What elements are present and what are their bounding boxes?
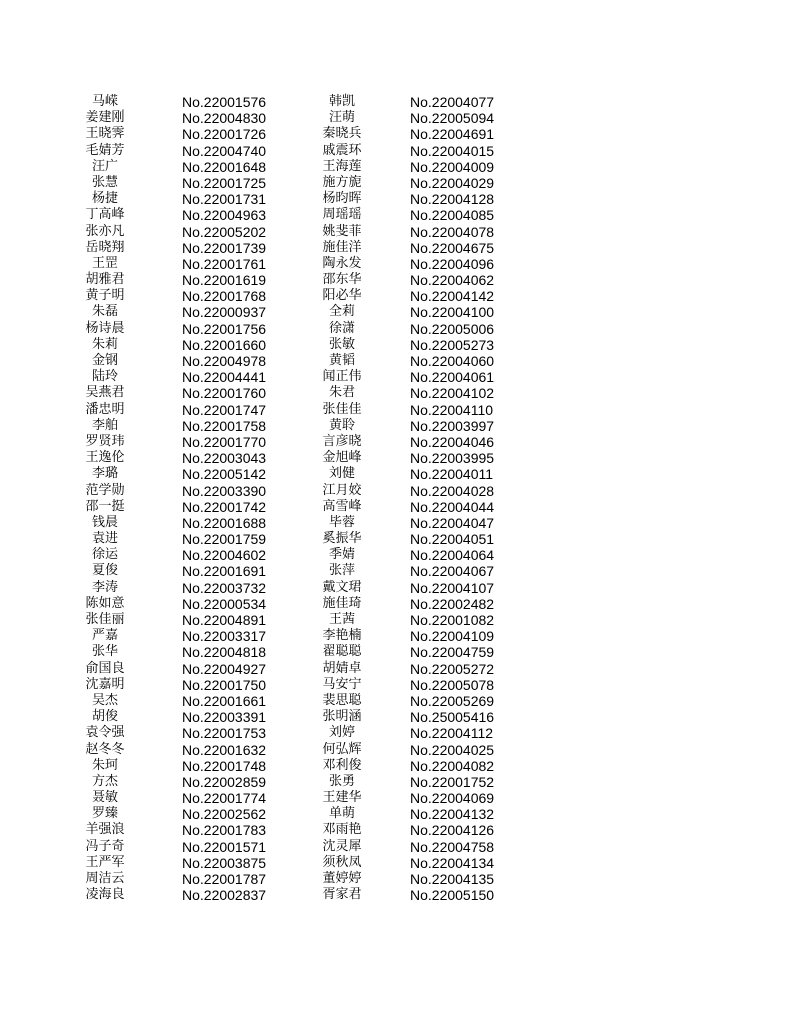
left-name: 罗贤玮	[85, 433, 125, 449]
right-name: 施佳洋	[322, 239, 362, 255]
left-name: 袁进	[91, 531, 118, 547]
left-name: 王严军	[85, 854, 125, 870]
roster-row	[0, 547, 800, 563]
left-name: 严嘉	[91, 628, 118, 644]
right-name: 张萍	[328, 563, 355, 579]
left-name: 马嵘	[91, 94, 118, 109]
left-name: 吴杰	[91, 692, 118, 708]
left-name: 方杰	[91, 773, 118, 789]
roster-row	[0, 191, 800, 207]
roster-row	[0, 418, 800, 434]
left-id: No.22005202	[182, 223, 267, 240]
left-id: No.22001571	[182, 838, 267, 855]
right-name: 江月姣	[322, 482, 362, 498]
right-name: 张勇	[328, 773, 355, 789]
roster-row	[0, 321, 800, 337]
left-id: No.22001576	[182, 94, 267, 110]
left-id: No.22001748	[182, 757, 267, 774]
right-name: 刘婷	[328, 725, 355, 741]
right-id: No.22004109	[410, 628, 495, 645]
roster-row	[0, 288, 800, 304]
left-id: No.22004441	[182, 369, 267, 386]
right-id: No.22004691	[410, 126, 495, 143]
roster-row	[0, 628, 800, 644]
roster-row	[0, 240, 800, 256]
right-id: No.22004110	[410, 401, 494, 418]
right-id: No.22004675	[410, 239, 495, 256]
right-id: No.22005272	[410, 660, 495, 677]
left-id: No.22004891	[182, 612, 267, 628]
right-id: No.22004096	[410, 255, 495, 272]
left-name: 汪广	[91, 158, 118, 174]
roster-row	[0, 369, 800, 385]
left-name: 王晓霁	[85, 126, 125, 142]
roster-row	[0, 644, 800, 660]
left-name: 金钢	[91, 353, 118, 368]
right-id: No.22004044	[410, 498, 495, 515]
right-id: No.22004102	[410, 385, 495, 402]
roster-row	[0, 709, 800, 725]
right-name: 韩凯	[328, 94, 355, 109]
left-id: No.22001783	[182, 822, 267, 839]
left-name: 胡俊	[91, 709, 118, 725]
left-name: 凌海良	[85, 887, 125, 903]
left-id: No.22001759	[182, 531, 267, 548]
left-id: No.22003043	[182, 450, 267, 467]
roster-row	[0, 256, 800, 272]
right-id: No.22003995	[410, 450, 495, 467]
left-id: No.22003875	[182, 854, 267, 871]
left-name: 罗臻	[91, 806, 118, 822]
right-name: 何弘辉	[322, 741, 362, 757]
right-id: No.22004015	[410, 142, 495, 159]
left-name: 赵冬冬	[85, 741, 125, 757]
left-name: 邵一挺	[85, 498, 125, 514]
left-name: 黄子明	[85, 288, 125, 304]
right-name: 汪萌	[328, 110, 355, 126]
right-id: No.22004132	[410, 806, 495, 823]
right-name: 黄聆	[328, 417, 355, 433]
left-id: No.22000937	[182, 304, 267, 321]
left-id: No.22002859	[182, 773, 267, 790]
left-id: No.22002837	[182, 887, 267, 904]
right-id: No.22004758	[410, 838, 495, 855]
left-name: 毛婧芳	[85, 142, 125, 158]
right-name: 姚斐菲	[322, 223, 362, 239]
right-name: 戚震环	[322, 142, 362, 158]
right-name: 金旭峰	[322, 450, 362, 466]
roster-list	[0, 94, 800, 903]
roster-row	[0, 563, 800, 579]
right-name: 翟聪聪	[322, 644, 362, 660]
right-id: No.22004126	[410, 822, 495, 839]
left-name: 丁高峰	[85, 207, 125, 223]
roster-row	[0, 337, 800, 353]
roster-row	[0, 790, 800, 806]
right-name: 毕蓉	[328, 514, 355, 530]
right-name: 阳必华	[322, 288, 362, 304]
roster-row	[0, 742, 800, 758]
left-name: 张佳丽	[85, 612, 125, 627]
right-name: 黄韬	[328, 353, 355, 368]
left-id: No.22004927	[182, 660, 267, 677]
left-name: 聂敏	[91, 790, 118, 806]
left-name: 俞国良	[85, 660, 125, 676]
left-name: 沈嘉明	[85, 676, 125, 692]
roster-row	[0, 596, 800, 612]
roster-row	[0, 224, 800, 240]
right-id: No.22004011	[410, 466, 494, 483]
right-id: No.22004077	[410, 94, 495, 110]
left-id: No.22004963	[182, 207, 267, 224]
left-id: No.22004602	[182, 547, 267, 564]
roster-row	[0, 887, 800, 903]
right-name: 杨昀晖	[322, 191, 362, 207]
right-id: No.22004062	[410, 272, 495, 289]
left-name: 徐运	[91, 547, 118, 563]
right-id: No.22005006	[410, 320, 495, 337]
roster-row	[0, 677, 800, 693]
left-id: No.22003390	[182, 482, 267, 499]
roster-row	[0, 402, 800, 418]
roster-row	[0, 855, 800, 871]
left-id: No.22000534	[182, 595, 267, 612]
right-name: 王建华	[322, 790, 362, 806]
right-id: No.22004028	[410, 482, 495, 499]
left-id: No.22001726	[182, 126, 267, 143]
left-name: 周洁云	[85, 871, 125, 886]
roster-row	[0, 126, 800, 142]
right-id: No.22004067	[410, 563, 495, 580]
right-id: No.22004085	[410, 207, 495, 224]
roster-row	[0, 304, 800, 320]
left-id: No.22001619	[182, 272, 267, 289]
right-name: 单萌	[328, 806, 355, 822]
roster-row	[0, 159, 800, 175]
right-id: No.25005416	[410, 709, 495, 726]
right-name: 王海莲	[322, 158, 362, 174]
right-id: No.22004082	[410, 757, 495, 774]
left-name: 杨诗晨	[85, 320, 125, 336]
left-name: 冯子奇	[85, 838, 125, 854]
left-name: 夏俊	[91, 563, 118, 579]
right-name: 邓雨艳	[322, 822, 362, 838]
left-name: 羊强浪	[85, 822, 125, 838]
left-id: No.22001739	[182, 239, 267, 256]
roster-row	[0, 758, 800, 774]
right-name: 刘健	[328, 466, 355, 482]
roster-row	[0, 661, 800, 677]
left-id: No.22005142	[182, 466, 267, 483]
right-name: 胥家君	[322, 887, 362, 903]
left-id: No.22004830	[182, 110, 267, 127]
left-name: 袁令强	[85, 725, 125, 741]
right-id: No.22004051	[410, 531, 495, 548]
right-id: No.22004061	[410, 369, 495, 386]
right-name: 施方旎	[322, 174, 362, 190]
left-id: No.22001742	[182, 498, 267, 515]
left-name: 范学勋	[85, 482, 125, 498]
roster-row	[0, 143, 800, 159]
left-name: 张亦凡	[85, 223, 125, 239]
roster-row	[0, 806, 800, 822]
right-id: No.22005150	[410, 887, 495, 904]
left-name: 姜建刚	[85, 110, 125, 126]
roster-row	[0, 450, 800, 466]
roster-row	[0, 612, 800, 628]
right-id: No.22004135	[410, 871, 495, 887]
left-name: 李舶	[91, 417, 118, 433]
left-id: No.22001761	[182, 255, 267, 272]
right-name: 徐潇	[328, 320, 355, 336]
left-id: No.22002562	[182, 806, 267, 823]
left-id: No.22001747	[182, 401, 267, 418]
left-id: No.22001691	[182, 563, 267, 580]
right-name: 邵东华	[322, 272, 362, 288]
right-name: 施佳琦	[322, 595, 362, 611]
roster-row	[0, 515, 800, 531]
right-name: 沈灵犀	[322, 838, 362, 854]
left-name: 吴燕君	[85, 385, 125, 401]
left-id: No.22001688	[182, 514, 267, 531]
roster-row	[0, 871, 800, 887]
roster-row	[0, 466, 800, 482]
right-id: No.22001082	[410, 612, 495, 628]
right-name: 高雪峰	[322, 498, 362, 514]
right-name: 朱君	[328, 385, 355, 401]
left-name: 张华	[91, 644, 118, 660]
right-name: 周瑶瑶	[322, 207, 362, 223]
right-name: 全莉	[328, 304, 355, 320]
left-name: 胡雅君	[85, 272, 125, 288]
left-id: No.22003732	[182, 579, 267, 596]
roster-row	[0, 531, 800, 547]
right-name: 奚振华	[322, 531, 362, 547]
left-name: 朱磊	[91, 304, 118, 320]
right-id: No.22005269	[410, 692, 495, 709]
left-id: No.22001753	[182, 725, 267, 742]
right-name: 王茜	[328, 612, 355, 627]
right-id: No.22004142	[410, 288, 495, 305]
left-name: 陈如意	[85, 595, 125, 611]
right-name: 董婷婷	[322, 871, 362, 886]
roster-row	[0, 272, 800, 288]
roster-row	[0, 774, 800, 790]
left-id: No.22001750	[182, 676, 267, 693]
roster-row	[0, 499, 800, 515]
roster-row	[0, 94, 800, 110]
left-id: No.22001648	[182, 158, 267, 175]
left-name: 朱珂	[91, 757, 118, 773]
roster-row	[0, 175, 800, 191]
right-name: 戴文珺	[322, 579, 362, 595]
right-id: No.22004064	[410, 547, 495, 564]
roster-row	[0, 385, 800, 401]
roster-row	[0, 207, 800, 223]
right-name: 闻正伟	[322, 369, 362, 385]
right-name: 李艳楠	[322, 628, 362, 644]
roster-row	[0, 434, 800, 450]
right-name: 陶永发	[322, 255, 362, 271]
left-name: 杨捷	[91, 191, 118, 207]
right-id: No.22004134	[410, 854, 495, 871]
right-name: 言彦晓	[322, 433, 362, 449]
right-id: No.22002482	[410, 595, 495, 612]
left-id: No.22003391	[182, 709, 267, 726]
right-name: 张敏	[328, 336, 355, 352]
left-name: 岳晓翔	[85, 239, 125, 255]
right-id: No.22004112	[410, 725, 494, 742]
left-name: 李涛	[91, 579, 118, 595]
left-id: No.22004818	[182, 644, 267, 661]
right-name: 须秋凤	[322, 854, 362, 870]
right-id: No.22004060	[410, 353, 495, 369]
left-id: No.22001756	[182, 320, 267, 337]
right-id: No.22004046	[410, 433, 495, 450]
right-id: No.22004009	[410, 158, 495, 175]
right-name: 裴思聪	[322, 692, 362, 708]
right-id: No.22004128	[410, 191, 495, 208]
left-id: No.22001660	[182, 336, 267, 353]
right-name: 张明涵	[322, 709, 362, 725]
left-id: No.22001787	[182, 871, 267, 887]
left-name: 朱莉	[91, 336, 118, 352]
left-name: 李璐	[91, 466, 118, 482]
left-id: No.22001725	[182, 174, 267, 191]
left-id: No.22001774	[182, 790, 267, 807]
right-id: No.22005078	[410, 676, 495, 693]
right-id: No.22001752	[410, 773, 495, 790]
left-id: No.22001731	[182, 191, 267, 208]
left-id: No.22001760	[182, 385, 267, 402]
right-id: No.22004100	[410, 304, 495, 321]
right-id: No.22004047	[410, 514, 495, 531]
right-id: No.22004759	[410, 644, 495, 661]
right-name: 马安宁	[322, 676, 362, 692]
right-id: No.22004069	[410, 790, 495, 807]
right-id: No.22004025	[410, 741, 495, 758]
left-name: 王罡	[91, 255, 118, 271]
left-id: No.22003317	[182, 628, 267, 645]
left-id: No.22001770	[182, 433, 267, 450]
right-name: 胡婧卓	[322, 660, 362, 676]
left-id: No.22004740	[182, 142, 267, 159]
right-id: No.22003997	[410, 417, 495, 434]
roster-row	[0, 580, 800, 596]
roster-row	[0, 725, 800, 741]
roster-row	[0, 839, 800, 855]
left-id: No.22001768	[182, 288, 267, 305]
left-name: 张慧	[91, 174, 118, 190]
roster-row	[0, 483, 800, 499]
left-name: 潘忠明	[85, 401, 125, 417]
left-id: No.22001758	[182, 417, 267, 434]
left-id: No.22001661	[182, 692, 267, 709]
right-id: No.22004078	[410, 223, 495, 240]
roster-row	[0, 110, 800, 126]
right-id: No.22004107	[410, 579, 495, 596]
left-name: 陆玲	[91, 369, 118, 385]
roster-row	[0, 353, 800, 369]
right-name: 秦晓兵	[322, 126, 362, 142]
right-id: No.22004029	[410, 174, 495, 191]
right-name: 张佳佳	[322, 401, 362, 417]
right-id: No.22005273	[410, 336, 495, 353]
right-id: No.22005094	[410, 110, 495, 127]
roster-row	[0, 693, 800, 709]
right-name: 邓利俊	[322, 757, 362, 773]
right-name: 季婧	[328, 547, 355, 563]
left-id: No.22001632	[182, 741, 267, 758]
left-name: 钱晨	[91, 514, 118, 530]
left-name: 王逸伦	[85, 450, 125, 466]
roster-row	[0, 822, 800, 838]
left-id: No.22004978	[182, 353, 267, 369]
